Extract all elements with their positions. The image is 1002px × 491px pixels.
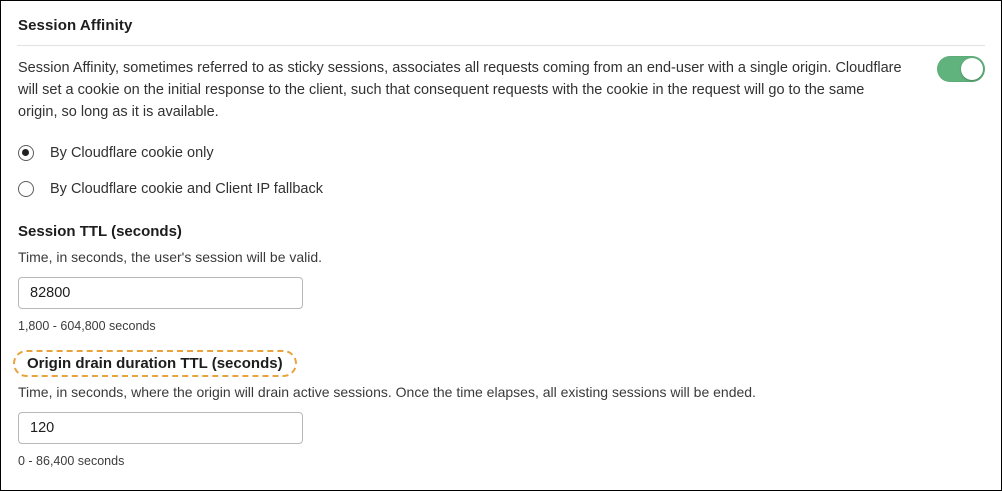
title-divider <box>17 45 985 46</box>
session-affinity-toggle[interactable] <box>937 56 985 82</box>
radio-icon[interactable] <box>18 145 34 161</box>
session-ttl-help: Time, in seconds, the user's session will be valid. <box>18 249 323 265</box>
session-ttl-label: Session TTL (seconds) <box>18 223 182 240</box>
radio-option-cookie-only[interactable] <box>18 140 985 166</box>
session-ttl-input[interactable] <box>18 277 303 309</box>
radio-option-cookie-and-ip-fallback[interactable] <box>18 176 985 202</box>
origin-drain-ttl-range: 0 - 86,400 seconds <box>18 454 125 468</box>
section-description: Session Affinity, sometimes referred to as sticky sessions, associates all requests coming from an end-user with a single origin. Cloudflare will set a cookie on the initial response to the client, such that consequent requests with the cookie in the request will go to the same origin, so long as it is available. <box>18 60 902 120</box>
origin-drain-ttl-input[interactable] <box>18 412 303 444</box>
radio-label: By Cloudflare cookie and Client IP fallback <box>50 181 323 197</box>
session-ttl-range: 1,800 - 604,800 seconds <box>18 319 156 333</box>
origin-drain-label-highlight <box>18 352 292 375</box>
page-title: Session Affinity <box>18 17 133 34</box>
origin-drain-ttl-label: Origin drain duration TTL (seconds) <box>27 355 283 372</box>
radio-icon[interactable] <box>18 181 34 197</box>
toggle-knob <box>961 58 983 80</box>
session-affinity-panel <box>1 1 1001 490</box>
radio-label: By Cloudflare cookie only <box>50 145 214 161</box>
origin-drain-ttl-help: Time, in seconds, where the origin will drain active sessions. Once the time elapses, all existing sessions will be ended. <box>18 384 756 400</box>
affinity-mode-radio-group <box>17 140 985 202</box>
